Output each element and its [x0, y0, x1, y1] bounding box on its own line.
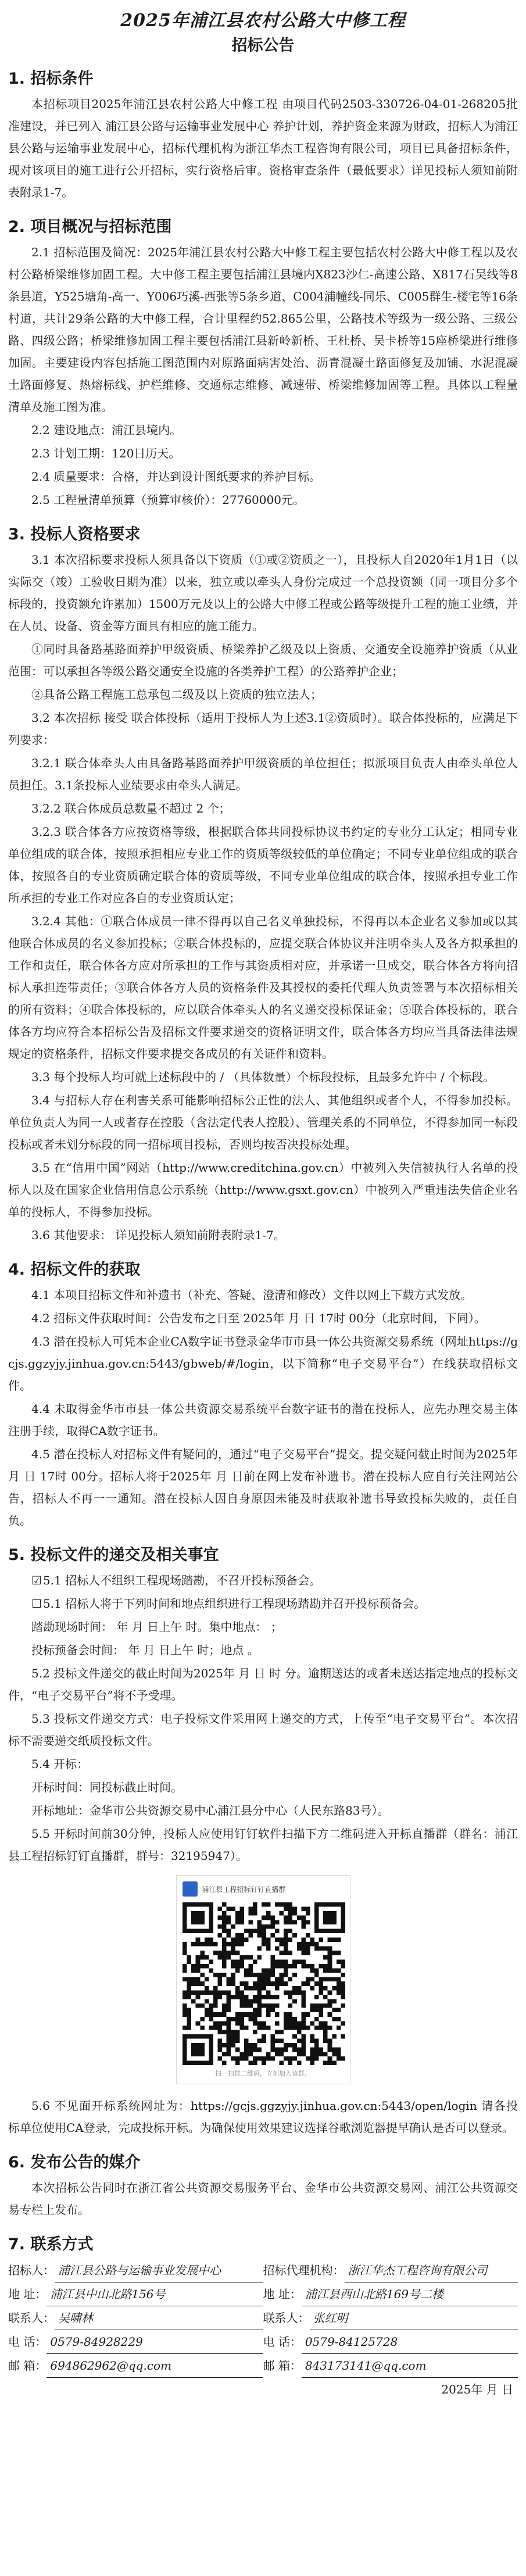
contact-email-link[interactable]: 694862962@qq.com	[46, 2354, 263, 2378]
section-heading-3: 3. 投标人资格要求	[8, 525, 141, 543]
contact-label: 招标人：	[8, 2263, 55, 2277]
section5-open-time: 开标时间：同投标截止时间。	[31, 1780, 183, 1794]
section5-option-no-survey	[8, 1569, 518, 1591]
section2-para-duration: 2.3 计划工期：120日历天。	[31, 446, 181, 460]
section6-para: 本次招标公告同时在浙江省公共资源交易服务平台、金华市公共资源交易网、浦江公共资源交易专栏上发布。	[8, 2181, 518, 2217]
contact-value: 浦江县中山北路156号	[46, 2282, 263, 2306]
document-subtitle: 招标公告	[231, 37, 295, 55]
notice-date: 2025年 月 日	[441, 2382, 513, 2396]
section-heading-1: 1. 招标条件	[8, 70, 94, 88]
contact-label: 招标代理机构：	[263, 2263, 345, 2277]
section-heading-5: 5. 投标文件的递交及相关事宜	[8, 1546, 219, 1564]
section4-para-4-1: 4.1 本项目招标文件和补遗书（补充、答疑、澄清和修改）文件以网上下载方式发放。	[31, 1288, 473, 1302]
section3-para-3-2-4: 3.2.4 其他：①联合体成员一律不得再以自己名义单独投标，不得再以本企业名义参加或以其他联合体成员的名义参加投标；②联合体投标的，应提交联合体协议并注明牵头人及各方拟承担的工作和责任，联合体各方应对所承担的工作与其资质相对应，并承诺一旦成交，联合体各方将向招标人承担连带责任；③联合体各方人员的资格条件及其授权的委托代理人负责签署与本次招标相关的所有资料；④联合体投标的，应以联合体牵头人的名义递交投标保证金；⑤联合体投标的，联合体各方均应符合本招标公告及招标文件要求递交的资格证明文件，联合体各方均应当具备法律法规规定的资格条件，招标文件要求提交各成员的有关证件和资料。	[8, 914, 518, 1061]
section5-para-5-2: 5.2 投标文件递交的截止时间为2025年 月 日 时 分。逾期送达的或者未送达指定地点的投标文件，“电子交易平台”将不予受理。	[8, 1666, 518, 1702]
contact-label: 联系人：	[8, 2311, 55, 2325]
section3-para-3-2-2: 3.2.2 联合体成员总数量不超过 2 个；	[31, 802, 231, 815]
checkbox-checked-icon[interactable]: ☑	[31, 1573, 42, 1587]
section5-para-5-3: 5.3 投标文件递交方式：电子投标文件采用网上递交的方式，上传至“电子交易平台”。本次招标不需要递交纸质投标文件。	[8, 1712, 518, 1748]
section2-para-scope: 2.1 招标范围及简况：2025年浦江县农村公路大中修工程主要包括农村公路大中修工程以及农村公路桥梁维修加固工程。大中修工程主要包括浦江县境内X823沙仁-高速公路、X817石吴线等8条县道，Y525塘角-高一、Y006巧溪-西张等5条乡道、C004浦幢线-同乐、C005群生-楼宅等16条村道，共计29条公路的大中修工程，合计里程约52.865公里，公路技术等级为一级公路、三级公路、四级公路；桥梁维修加固工程主要包括浦江县新岭新桥、王杜桥、吴卡桥等15座桥梁进行维修加固。主要建设内容包括施工图范围内对原路面病害处治、沥青混凝土路面修复及加铺、水泥混凝土路面修复、热熔标线、护栏维修、交通标志维修、减速带、桥梁维修加固等工程。具体以工程量清单及施工图为准。	[8, 245, 518, 414]
document-title: 2025年浦江县农村公路大中修工程	[120, 10, 406, 31]
section5-survey-time: 踏勘现场时间： 年 月 日上午 时。集中地点： ；	[31, 1620, 282, 1634]
qr-caption: 扫一扫群二维码，立刻加入该群。	[215, 2070, 311, 2077]
section4-para-4-5: 4.5 潜在投标人对招标文件有疑问的，通过“电子交易平台”提交。提交疑问截止时间为2025年 月 日 17时 00分。招标人将于2025年 月 日前在网上发布补遗书。潜在投标人应自行关注网站公告，招标人不再一一通知。潜在投标人因自身原因未能及时获取补遗书导致投标失败的，责任自负。	[8, 1447, 518, 1527]
section5-prebid-time: 投标预备会时间： 年 月 日上午 时；地点 。	[31, 1643, 259, 1657]
contact-label: 电 话：	[263, 2335, 302, 2349]
contact-email-link[interactable]: 843173141@qq.com	[302, 2354, 518, 2378]
section3-para-3-6: 3.6 其他要求： 详见投标人须知前附表附录1-7。	[31, 1228, 285, 1242]
contact-value: 吴啸林	[55, 2306, 263, 2330]
contact-label: 邮 箱：	[8, 2359, 47, 2373]
contact-value: 浦江县公路与运输事业发展中心	[55, 2259, 263, 2282]
contact-row	[8, 2282, 518, 2306]
section-heading-7: 7. 联系方式	[8, 2235, 94, 2253]
section3-para-3-4: 3.4 与招标人存在利害关系可能影响招标公正性的法人、其他组织或者个人，不得参加投标。单位负责人为同一人或者存在控股（含法定代表人控股）、管理关系的不同单位，不得参加同一标段投标或者未划分标段的同一招标项目投标，否则均按否决投标处理。	[8, 1093, 518, 1151]
section3-para-3-2: 3.2 本次招标 接受 联合体投标（适用于投标人为上述3.1②资质时）。联合体投标的，应满足下列要求：	[8, 711, 518, 747]
contact-row	[8, 2259, 518, 2282]
section3-para-qual-1: ①同时具备路基路面养护甲级资质、桥梁养护乙级及以上资质、交通安全设施养护资质（从业范围：可以承担各等级公路交通安全设施的各类养护工程）的公路养护企业；	[8, 642, 518, 678]
contact-value: 浦江县西山北路169号二楼	[302, 2282, 518, 2306]
section1-para: 本招标项目2025年浦江县农村公路大中修工程 由项目代码2503-330726-04-01-268205批准建设，并已列入 浦江县公路与运输事业发展中心 养护计划，养护资金来源为财政，招标人为浦江县公路与运输事业发展中心，招标代理机构为浙江华杰工程咨询有限公司，项目已具备招标条件，现对该项目的施工进行公开招标，实行资格后审。资格审查条件（最低要求）详见投标人须知前附表附录1-7。	[8, 97, 518, 199]
group-name: 浦江县工程招标钉钉直播群	[202, 1885, 286, 1894]
section3-para-3-2-3: 3.2.3 联合体各方应按资格等级，根据联合体共同投标协议书约定的专业分工认定；相同专业单位组成的联合体，按照承担相应专业工作的资质等级较低的单位确定；不同专业单位组成的联合体，按照各自的专业资质确定联合体的资质等级，不同专业单位组成的联合体，按照承担专业工作所承担的专业工作对应各自的专业资质认定；	[8, 825, 518, 905]
qr-code-icon[interactable]	[183, 1902, 345, 2065]
section5-para-5-4: 5.4 开标：	[31, 1757, 89, 1771]
dingtalk-group-card	[176, 1875, 350, 2084]
section2-para-location: 2.2 建设地点：浦江县境内。	[31, 423, 182, 437]
section2-para-budget: 2.5 工程量清单预算（预算审核价）：27760000元。	[31, 493, 305, 507]
contact-label: 电 话：	[8, 2335, 47, 2349]
contact-value: 0579-84928229	[46, 2330, 263, 2354]
contact-label: 联系人：	[263, 2311, 310, 2325]
section5-option-survey	[8, 1593, 518, 1615]
section-heading-2: 2. 项目概况与招标范围	[8, 218, 172, 236]
section5-open-address: 开标地址：金华市公共资源交易中心浦江县分中心（人民东路83号）。	[31, 1804, 389, 1817]
section3-para-3-5: 3.5 在“信用中国”网站（http://www.creditchina.gov.cn）中被列入失信被执行人名单的投标人以及在国家企业信用信息公示系统（http://www.gsxt.gov.cn）中被列入严重违法失信企业名单的投标人，不得参加投标。	[8, 1161, 518, 1219]
section4-para-4-4: 4.4 未取得金华市市县一体公共资源交易系统平台数字证书的潜在投标人，应先办理交易主体注册手续，取得CA数字证书。	[8, 1402, 518, 1438]
contact-value: 浙江华杰工程咨询有限公司	[345, 2259, 518, 2282]
section3-para-qual-2: ②具备公路工程施工总承包二级及以上资质的独立法人；	[31, 688, 322, 702]
section3-para-3-1: 3.1 本次招标要求投标人须具备以下资质（①或②资质之一），且投标人自2020年1月1日（以实际交（竣）工验收日期为准）以来，独立或以牵头人身份完成过一个总投资额（同一项目分多个标段的，投资额允许累加）1500万元及以上的公路大中修工程或公路等级提升工程的施工业绩，并在人员、设备、资金等方面具有相应的施工能力。	[8, 553, 518, 633]
group-avatar-icon	[183, 1881, 198, 1897]
section4-para-4-2: 4.2 招标文件获取时间：公告发布之日至 2025年 月 日 17时 00分（北京时间，下同）。	[31, 1311, 486, 1325]
checkbox-unchecked-icon[interactable]: ☐	[31, 1597, 42, 1611]
contact-row	[8, 2330, 518, 2354]
section-heading-4: 4. 招标文件的获取	[8, 1261, 141, 1279]
section5-para-5-5: 5.5 开标时间前30分钟，投标人应使用钉钉软件扫描下方二维码进入开标直播群（群名：浦江县工程招标钉钉直播群，群号：32195947）。	[8, 1827, 518, 1863]
section-heading-6: 6. 发布公告的媒介	[8, 2153, 141, 2171]
option-text: 5.1 招标人不组织工程现场踏勘，不召开投标预备会。	[42, 1573, 321, 1587]
contact-label: 地 址：	[263, 2287, 302, 2301]
section2-para-quality: 2.4 质量要求：合格，并达到设计图纸要求的养护目标。	[31, 470, 321, 484]
option-text: 5.1 招标人将于下列时间和地点组织进行工程现场踏勘并召开投标预备会。	[42, 1597, 426, 1611]
section3-para-3-2-1: 3.2.1 联合体牵头人由具备路基路面养护甲级资质的单位担任；拟派项目负责人由牵头单位人员担任。3.1条投标人业绩要求由牵头人满足。	[8, 756, 518, 792]
section5-para-5-6: 5.6 不见面开标系统网址为：https://gcjs.ggzyjy.jinhua.gov.cn:5443/open/login 请各投标单位使用CA登录，完成投标开标。为确保使用效果建议选择谷歌浏览器提早确认是否可以登录。	[8, 2099, 518, 2135]
section3-para-3-3: 3.3 每个投标人均可就上述标段中的 / （具体数量）个标段投标，且最多允许中 / 个标段。	[31, 1070, 495, 1084]
contact-label: 地 址：	[8, 2287, 47, 2301]
section4-para-4-3: 4.3 潜在投标人可凭本企业CA数字证书登录金华市市县一体公共资源交易系统（网址https://gcjs.ggzyjy.jinhua.gov.cn:5443/gbweb/#/login，以下简称“电子交易平台”）在线获取招标文件。	[8, 1334, 518, 1393]
contact-row	[8, 2354, 518, 2378]
contact-row	[8, 2306, 518, 2330]
contact-table	[8, 2259, 518, 2378]
contact-label: 邮 箱：	[263, 2359, 302, 2373]
contact-value: 张红明	[310, 2306, 518, 2330]
contact-value: 0579-84125728	[302, 2330, 518, 2354]
qr-code-block	[8, 1875, 518, 2084]
